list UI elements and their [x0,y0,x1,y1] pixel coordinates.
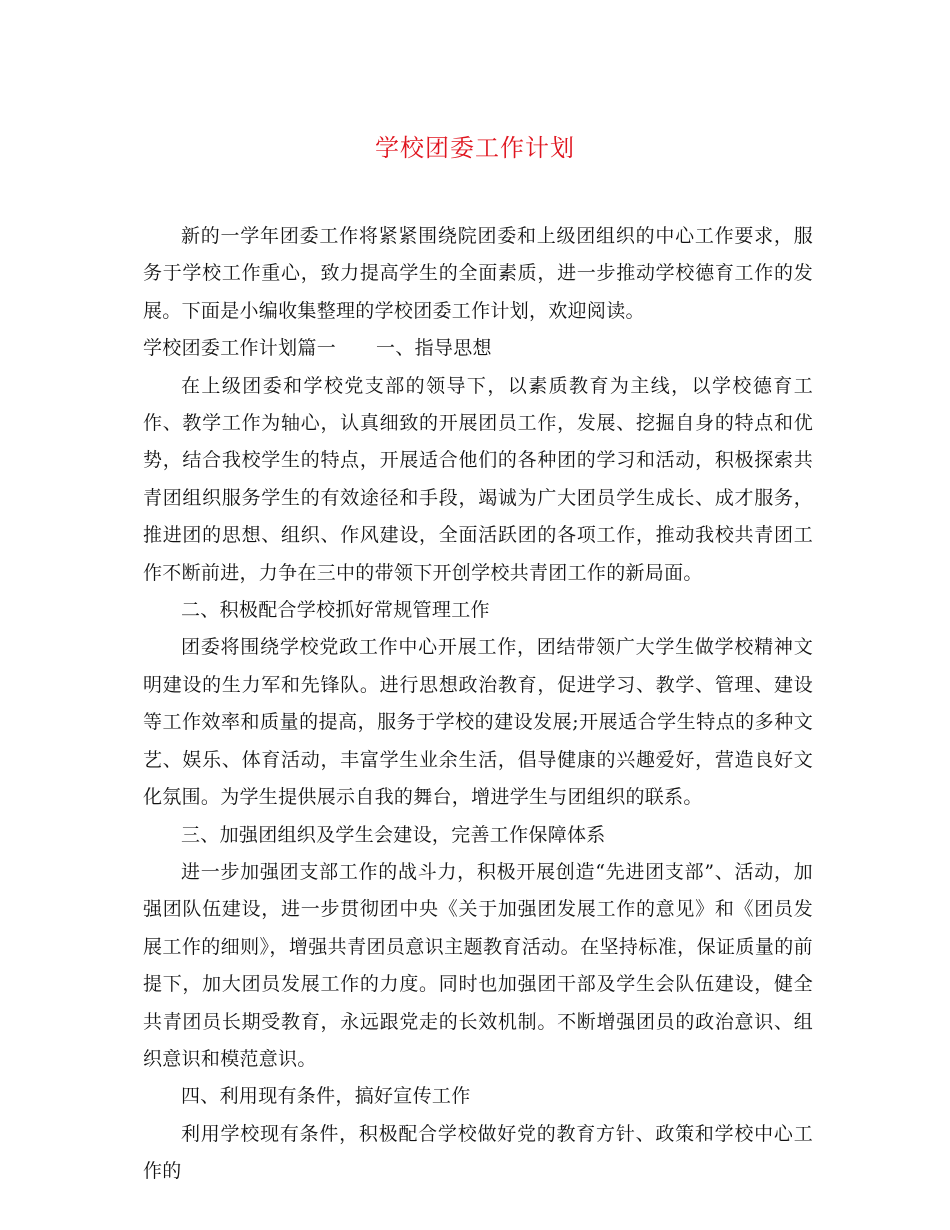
document-body [143,218,813,1191]
plan-heading-line [143,330,813,367]
section4-heading: 四、利用现有条件，搞好宣传工作 [181,1085,471,1108]
section1-heading: 一、指导思想 [376,337,492,360]
intro-paragraph: 新的一学年团委工作将紧紧围绕院团委和上级团组织的中心工作要求，服务于学校工作重心，致力提高学生的全面素质，进一步推动学校德育工作的发展。下面是小编收集整理的学校团委工作计划，欢迎阅读。 [143,225,813,322]
plan-heading: 学校团委工作计划篇一 [143,337,337,360]
document-title: 学校团委工作计划 [375,134,575,162]
section3-heading: 三、加强团组织及学生会建设，完善工作保障体系 [181,823,606,846]
section4-body: 利用学校现有条件，积极配合学校做好党的教育方针、政策和学校中心工作的 [143,1122,813,1183]
section2-heading: 二、积极配合学校抓好常规管理工作 [181,599,490,622]
section2-body: 团委将围绕学校党政工作中心开展工作，团结带领广大学生做学校精神文明建设的生力军和先锋队。进行思想政治教育，促进学习、教学、管理、建设等工作效率和质量的提高，服务于学校的建设发展;开展适合学生特点的多种文艺、娱乐、体育活动，丰富学生业余生活，倡导健康的兴趣爱好，营造良好文化氛围。为学生提供展示自我的舞台，增进学生与团组织的联系。 [143,636,813,809]
section1-body: 在上级团委和学校党支部的领导下，以素质教育为主线，以学校德育工作、教学工作为轴心，认真细致的开展团员工作，发展、挖掘自身的特点和优势，结合我校学生的特点，开展适合他们的各种团的学习和活动，积极探索共青团组织服务学生的有效途径和手段，竭诚为广大团员学生成长、成才服务，推进团的思想、组织、作风建设，全面活跃团的各项工作，推动我校共青团工作不断前进，力争在三中的带领下开创学校共青团工作的新局面。 [143,374,813,584]
section3-body: 进一步加强团支部工作的战斗力，积极开展创造“先进团支部”、活动，加强团队伍建设，进一步贯彻团中央《关于加强团发展工作的意见》和《团员发展工作的细则》，增强共青团员意识主题教育活动。在坚持标准，保证质量的前提下，加大团员发展工作的力度。同时也加强团干部及学生会队伍建设，健全共青团员长期受教育，永远跟党走的长效机制。不断增强团员的政治意识、组织意识和模范意识。 [143,860,813,1070]
